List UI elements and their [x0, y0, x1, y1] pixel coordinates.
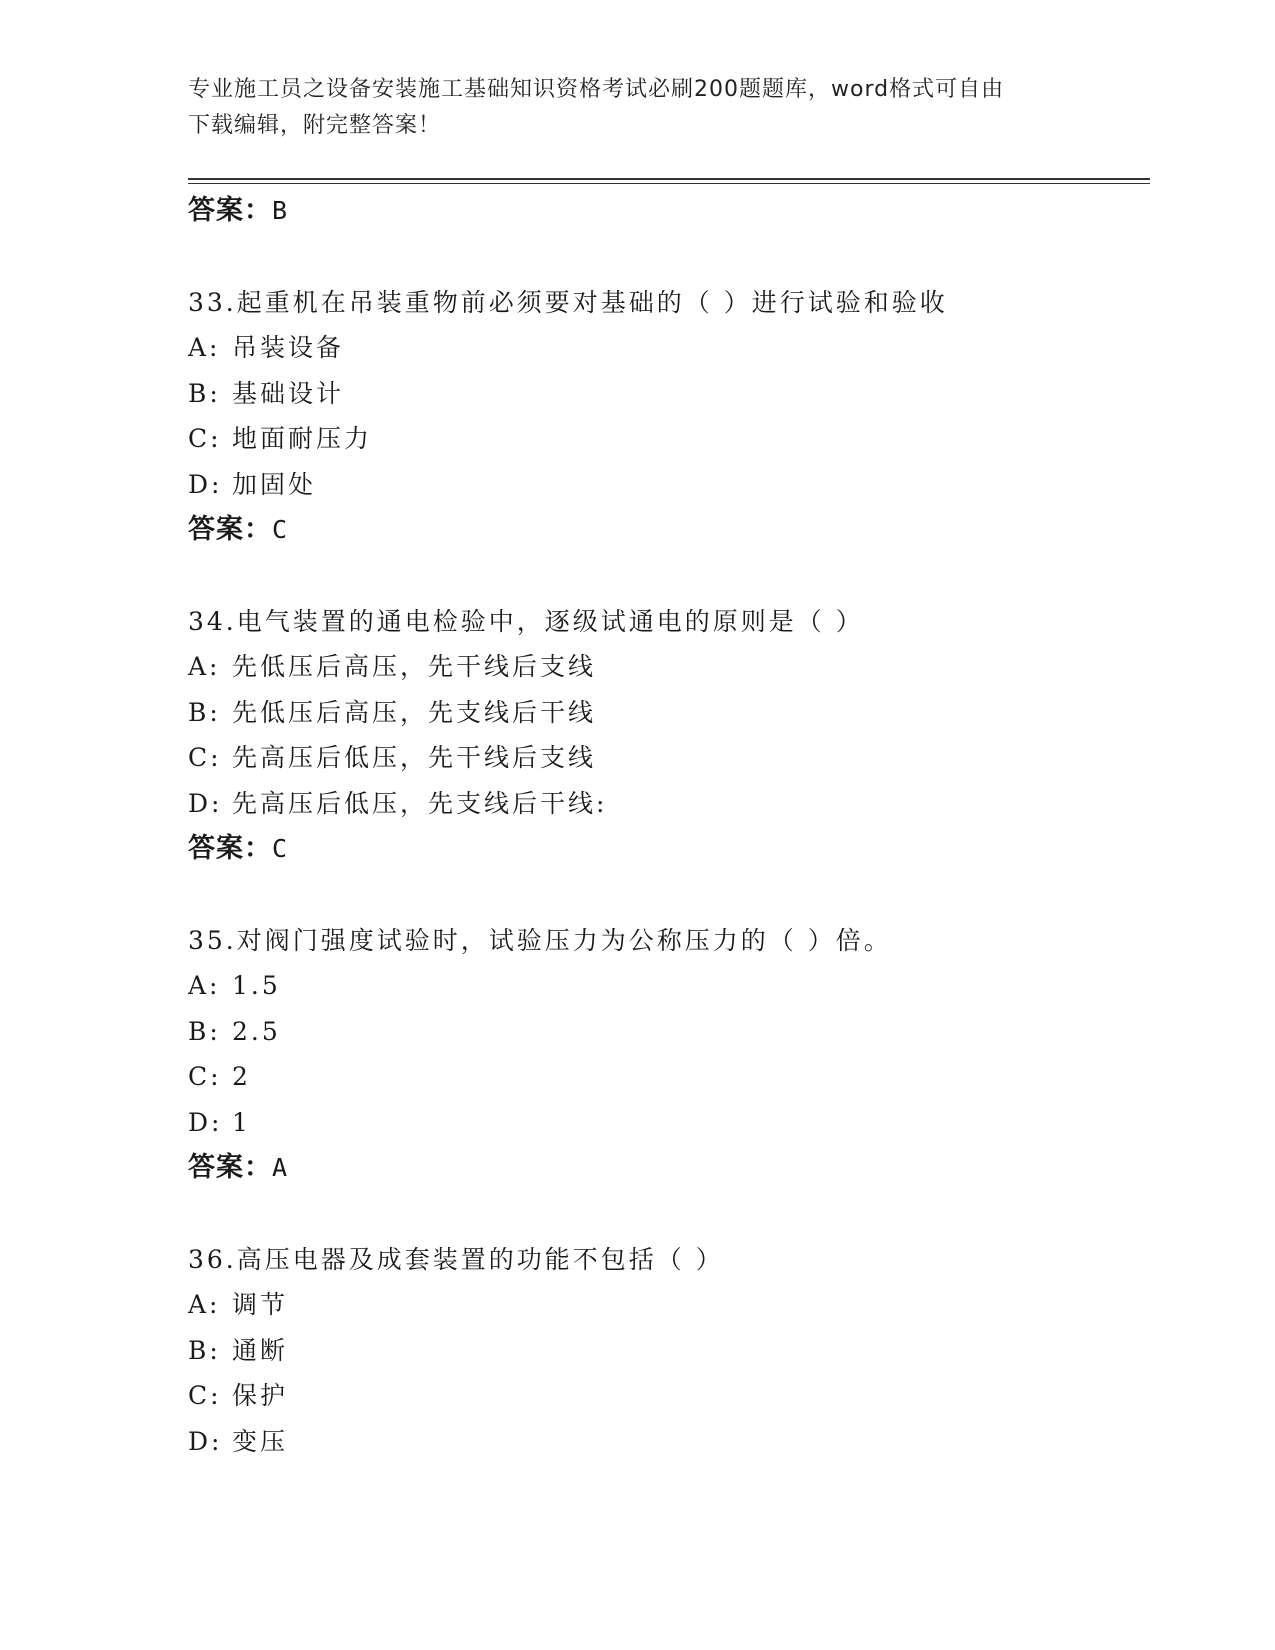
option-row: [188, 371, 1148, 417]
option-letter: D:: [188, 1426, 223, 1456]
question-list: [188, 188, 1148, 1464]
option-letter: B:: [188, 1016, 221, 1046]
option-text: 通断: [232, 1335, 289, 1365]
option-row: [188, 781, 1148, 827]
answer-value: A: [272, 1153, 289, 1182]
question-title: 36.高压电器及成套装置的功能不包括（ ）: [188, 1244, 724, 1274]
option-letter: A:: [188, 333, 221, 362]
option-text: 变压: [232, 1426, 289, 1456]
option-text: 加固处: [232, 469, 317, 499]
question-title: 35.对阀门强度试验时，试验压力为公称压力的（ ）倍。: [188, 925, 892, 955]
option-letter: B:: [188, 1335, 221, 1365]
spacer: [188, 553, 1148, 599]
option-letter: B:: [188, 697, 221, 727]
option-text: 先高压后低压，先支线后干线:: [232, 788, 608, 818]
option-text: 2.5: [232, 1016, 281, 1046]
answer-value: C: [272, 834, 289, 863]
option-row: [188, 1054, 1148, 1100]
option-row: [188, 1419, 1148, 1465]
spacer: [188, 872, 1148, 918]
answer-label: 答案：: [188, 195, 272, 226]
option-text: 地面耐压力: [232, 424, 373, 453]
answer-label: 答案：: [188, 833, 272, 864]
answer-value: C: [272, 515, 289, 544]
spacer: [188, 234, 1148, 280]
option-text: 保护: [232, 1381, 289, 1410]
option-row: [188, 416, 1148, 462]
option-row: [188, 1282, 1148, 1328]
option-letter: D:: [188, 469, 223, 499]
option-text: 1.5: [232, 971, 281, 1000]
option-row: [188, 1328, 1148, 1374]
option-row: [188, 1373, 1148, 1419]
option-row: [188, 963, 1148, 1009]
option-text: 调节: [232, 1290, 289, 1319]
option-letter: D:: [188, 788, 223, 818]
option-text: 2: [232, 1062, 251, 1091]
answer-line: [188, 507, 1148, 553]
option-letter: C:: [188, 1062, 222, 1091]
answer-line: [188, 1145, 1148, 1191]
option-row: [188, 735, 1148, 781]
header-line-1: 专业施工员之设备安装施工基础知识资格考试必刷200题题库，word格式可自由: [188, 77, 1005, 102]
header-line-2: 下载编辑，附完整答案！: [188, 113, 442, 138]
option-row: [188, 1100, 1148, 1146]
answer-label: 答案：: [188, 514, 272, 545]
question-title: 34.电气装置的通电检验中，逐级试通电的原则是（ ）: [188, 606, 864, 636]
option-letter: C:: [188, 1381, 222, 1410]
answer-line: [188, 188, 1148, 234]
spacer: [188, 1191, 1148, 1237]
option-letter: C:: [188, 424, 222, 453]
answer-label: 答案：: [188, 1152, 272, 1183]
answer-value: B: [272, 196, 289, 225]
option-row: [188, 644, 1148, 690]
option-text: 先高压后低压，先干线后支线: [232, 743, 597, 772]
option-letter: B:: [188, 378, 221, 408]
option-text: 先低压后高压，先干线后支线: [232, 652, 597, 681]
option-row: [188, 690, 1148, 736]
option-text: 吊装设备: [232, 333, 345, 362]
option-letter: C:: [188, 743, 222, 772]
option-text: 基础设计: [232, 378, 345, 408]
option-letter: A:: [188, 971, 221, 1000]
option-text: 1: [232, 1107, 251, 1137]
option-row: [188, 1009, 1148, 1055]
question-title: 33.起重机在吊装重物前必须要对基础的（ ）进行试验和验收: [188, 287, 948, 317]
document-header: [188, 72, 1068, 144]
option-row: [188, 325, 1148, 371]
option-text: 先低压后高压，先支线后干线: [232, 697, 597, 727]
option-letter: D:: [188, 1107, 223, 1137]
answer-line: [188, 826, 1148, 872]
option-letter: A:: [188, 652, 221, 681]
option-row: [188, 462, 1148, 508]
header-divider: [188, 178, 1150, 184]
option-letter: A:: [188, 1290, 221, 1319]
